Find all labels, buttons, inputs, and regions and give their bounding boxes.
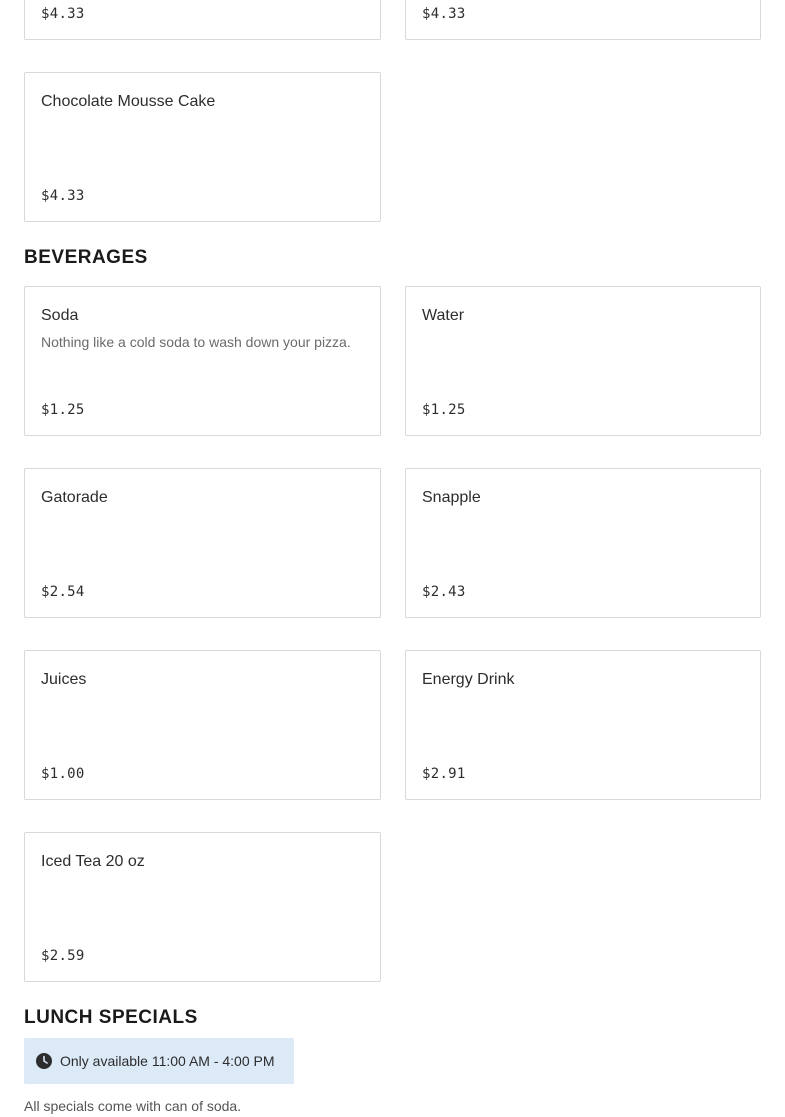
menu-item-price: $1.25: [422, 402, 466, 418]
menu-item-price: $1.25: [41, 402, 85, 418]
menu-item-card[interactable]: [405, 286, 761, 436]
menu-item-card[interactable]: [24, 72, 381, 222]
menu-item-name: Gatorade: [41, 489, 108, 506]
menu-item-name: Energy Drink: [422, 671, 515, 688]
clock-icon: [36, 1053, 52, 1069]
menu-item-price: $4.33: [41, 6, 85, 22]
section-title-lunch-specials: LUNCH SPECIALS: [24, 1007, 198, 1028]
menu-item-price: $4.33: [41, 188, 85, 204]
menu-item-card[interactable]: [24, 286, 381, 436]
menu-item-card[interactable]: [405, 468, 761, 618]
menu-item-name: Snapple: [422, 489, 481, 506]
menu-item-price: $1.00: [41, 766, 85, 782]
menu-item-name: Iced Tea 20 oz: [41, 853, 145, 870]
availability-text: Only available 11:00 AM - 4:00 PM: [60, 1053, 275, 1069]
menu-item-card[interactable]: [24, 468, 381, 618]
availability-banner: [24, 1038, 294, 1084]
menu-item-card[interactable]: [24, 832, 381, 982]
menu-item-price: $2.54: [41, 584, 85, 600]
menu-item-name: Water: [422, 307, 465, 324]
menu-item-name: Soda: [41, 307, 79, 324]
menu-item-price: $2.43: [422, 584, 466, 600]
menu-item-card[interactable]: [24, 650, 381, 800]
lunch-specials-note: All specials come with can of soda.: [24, 1098, 242, 1114]
menu-item-price: $4.33: [422, 6, 466, 22]
menu-item-price: $2.59: [41, 948, 85, 964]
menu-item-card[interactable]: [24, 0, 381, 40]
menu-item-card[interactable]: [405, 650, 761, 800]
section-title-beverages: BEVERAGES: [24, 247, 148, 268]
menu-item-name: Juices: [41, 671, 87, 688]
menu-item-card[interactable]: [405, 0, 761, 40]
menu-item-price: $2.91: [422, 766, 466, 782]
menu-item-description: Nothing like a cold soda to wash down your pizza.: [41, 334, 351, 350]
menu-item-name: Chocolate Mousse Cake: [41, 93, 216, 110]
